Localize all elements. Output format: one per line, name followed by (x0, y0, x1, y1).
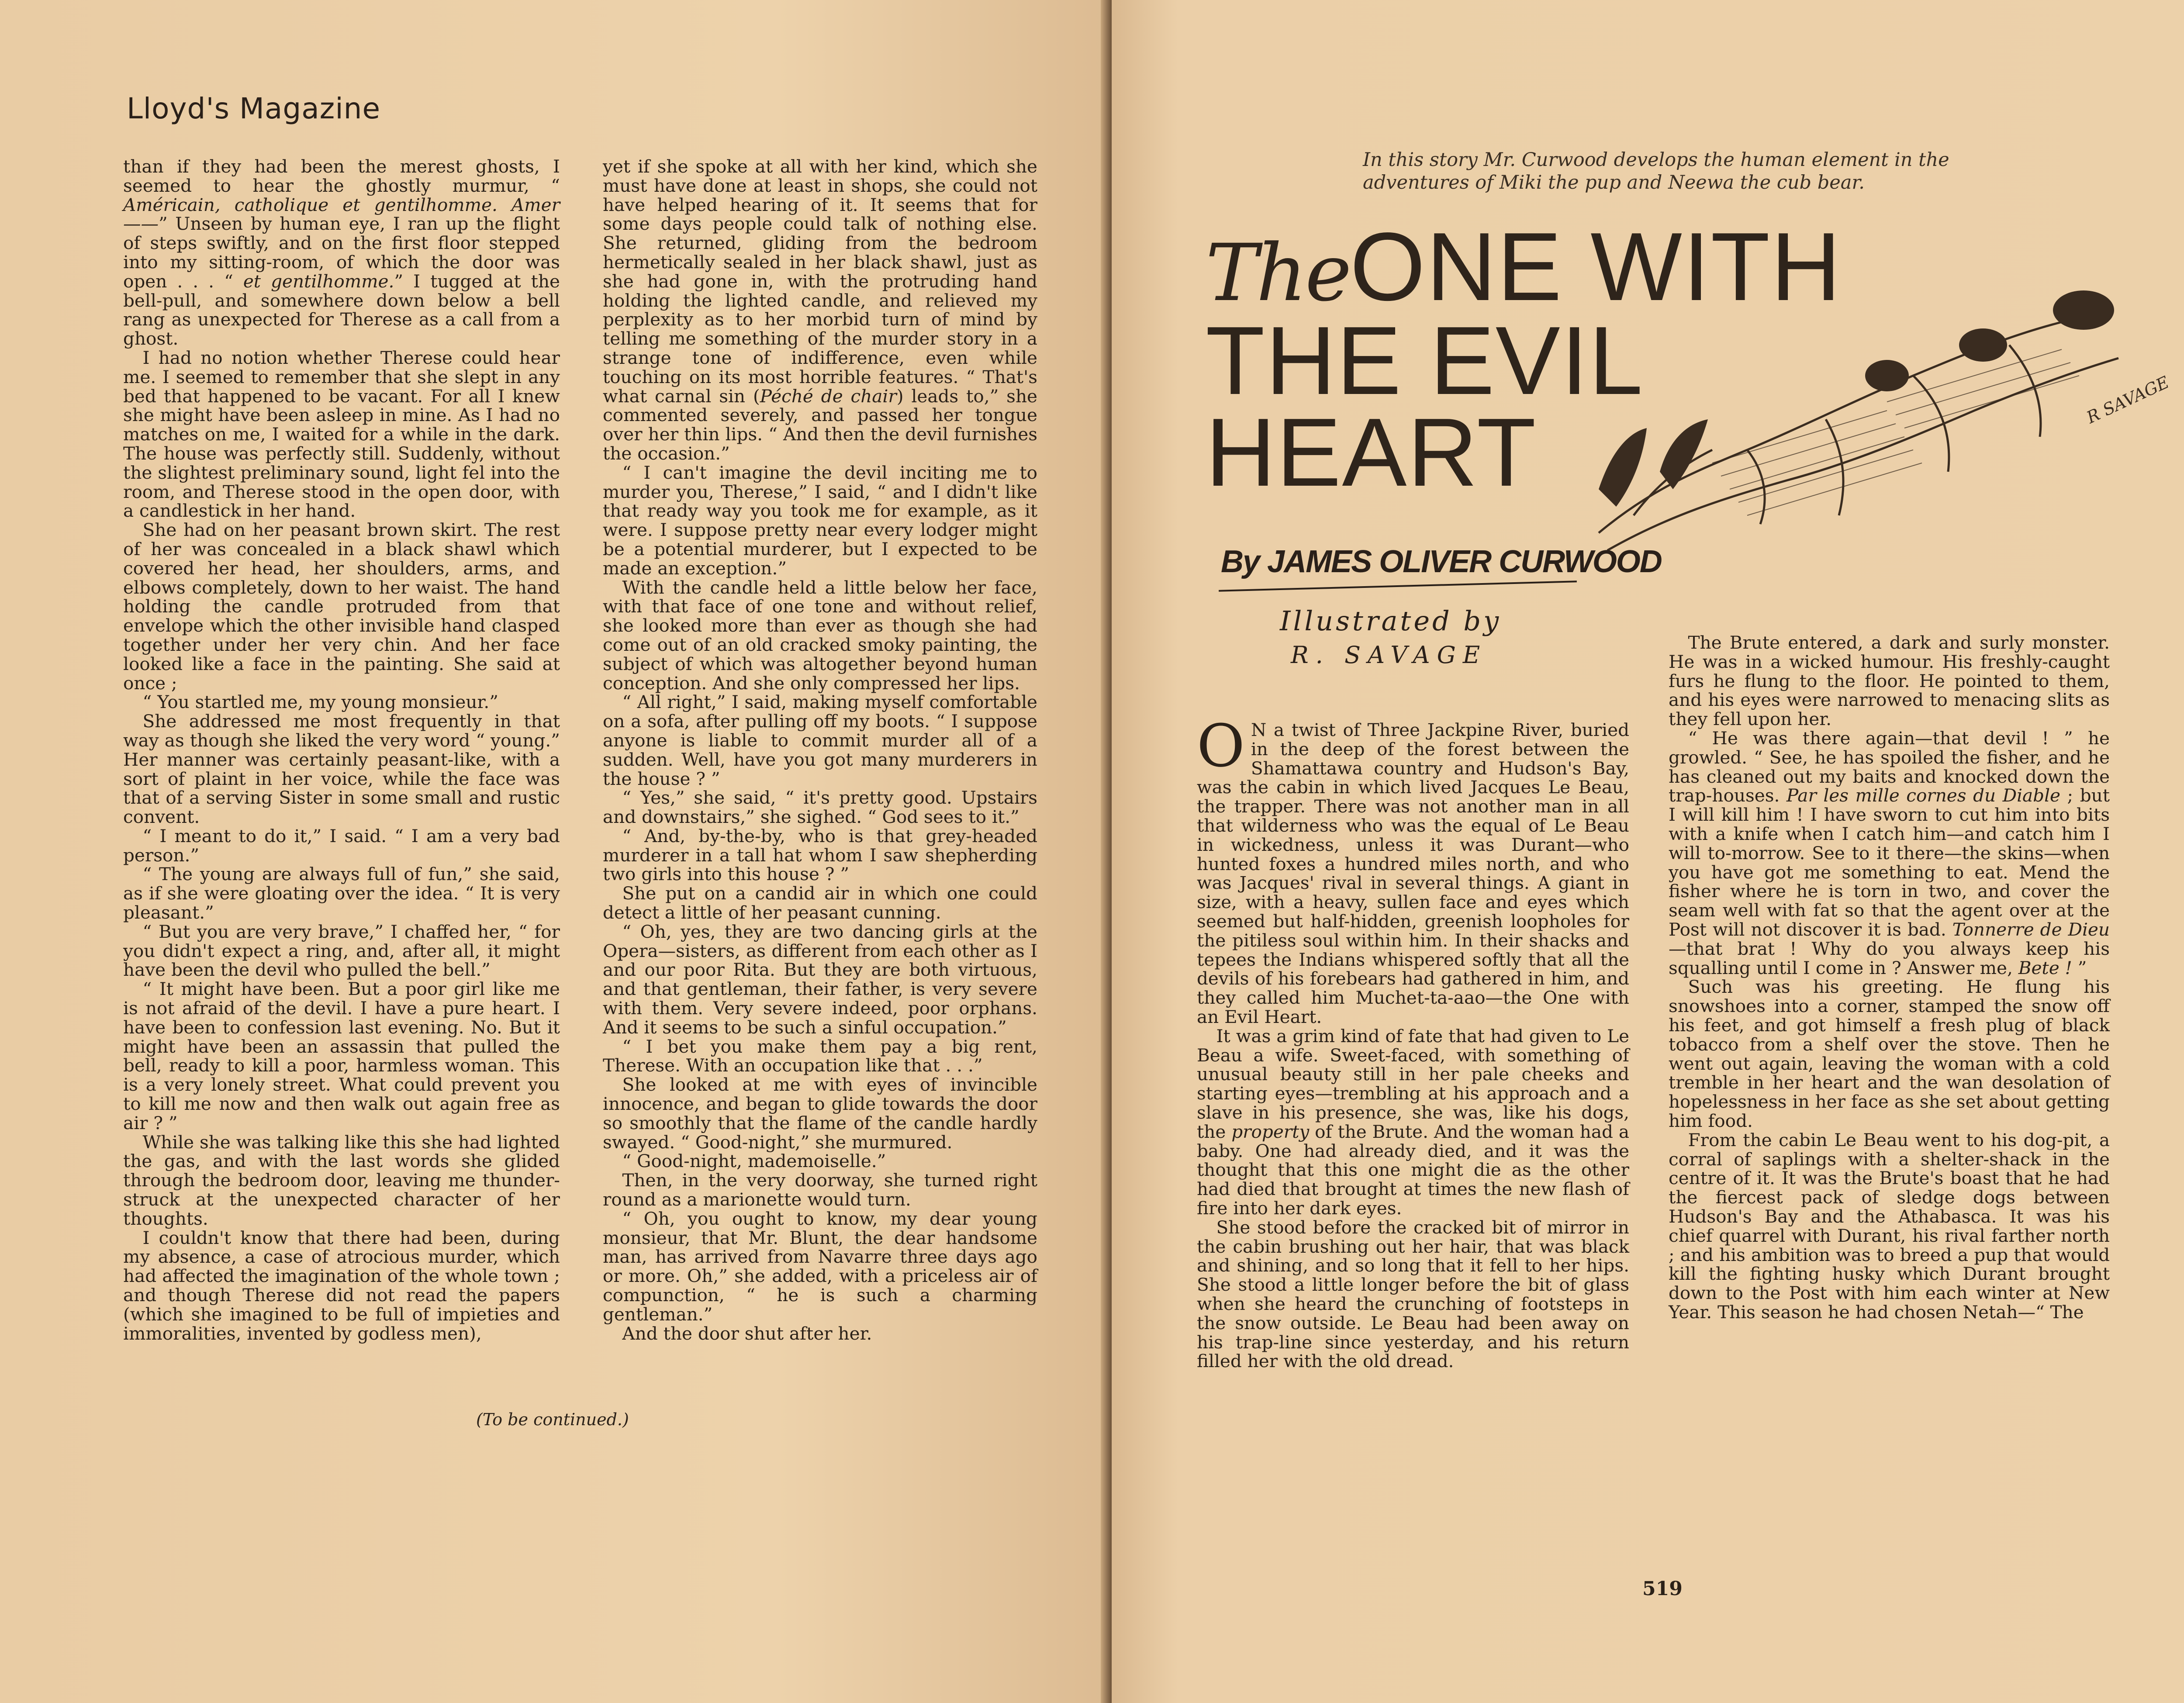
text-run: “ He was there again—that devil ! ” he growled. “ See, he has spoiled the fisher, and he has cleaned out my baits and knocked down the trap-houses. (1669, 727, 2110, 806)
paragraph (1669, 729, 2110, 978)
paragraph (123, 1133, 560, 1229)
italic-run: Bete ! (2018, 957, 2072, 978)
paragraph (603, 463, 1037, 578)
italic-run: Par les mille cornes du Diable (1786, 785, 2061, 806)
paragraph (1669, 978, 2110, 1130)
text-run: ” Unseen by human eye, I ran up the flight of steps swiftly, and on the first floor stepped into my sitting-room, of which the door was open . . . “ (123, 213, 560, 292)
illustration-signature: R SAVAGE (2084, 372, 2172, 428)
text-run: “ Oh, you ought to know, my dear young monsieur, that Mr. Blunt, the dear handsome man, has arrived from Navarre three days ago or more. Oh,” she added, with a priceless air of compunction, “ he is such a charming gentleman.” (603, 1208, 1037, 1325)
byline: By JAMES OLIVER CURWOOD (1221, 544, 1662, 579)
paragraph (1669, 1131, 2110, 1322)
paragraph (603, 1075, 1037, 1152)
title-line-1: ONE WITH (1350, 213, 1842, 321)
text-run: ; but I will kill him ! I have sworn to cut him into bits with a knife when I catch him—and catch him I will to-morrow. See to it there—the skins—when you have got me something to eat. Mend the fisher where he is torn in two, and cover the seam well with fat so that the agent over at the Post will not discover it is bad. (1669, 785, 2110, 940)
italic-run: Péché de chair (760, 385, 897, 407)
left-column-1 (123, 157, 560, 1343)
paragraph (603, 922, 1037, 1037)
paragraph (123, 827, 560, 865)
paragraph (123, 157, 560, 349)
text-run: She looked at me with eyes of invincible innocence, and began to glide towards the door so smoothly that the flame of the candle hardly swayed. “ Good-night,” she murmured. (603, 1074, 1037, 1153)
text-run: Such was his greeting. He flung his snowshoes into a corner, stamped the snow off his feet, and got himself a fresh plug of black tobacco from a shelf over the stove. Then he went out again, leaving the woman with a cold tremble in her heart and the wan desolation of hopelessness in her face as she set about getting him food. (1669, 976, 2110, 1131)
text-run: “ It might have been. But a poor girl like me is not afraid of the devil. I have a pure heart. I have been to confession last evening. No. But it might have been an assassin that pulled the bell, ready to kill a poor, harmless woman. This is a very lonely street. What could prevent you to kill me now and then walk out again free as air ? ” (123, 978, 560, 1133)
illustrator-name: R. SAVAGE (1291, 641, 1487, 669)
right-column-1-text (1197, 712, 1629, 1372)
title-the: The (1206, 228, 1350, 319)
italic-run: et gentilhomme. (243, 270, 394, 292)
paragraph (603, 827, 1037, 884)
paragraph (603, 884, 1037, 922)
paragraph (603, 693, 1037, 788)
paragraph (603, 788, 1037, 827)
italic-run: Tonnerre de Dieu (1952, 919, 2110, 940)
paragraph (123, 349, 560, 521)
paragraph (123, 712, 560, 827)
page-number: 519 (1642, 1578, 1683, 1600)
illustrated-by: Illustrated by (1280, 605, 1502, 637)
story-intro: In this story Mr. Curwood develops the human element in the adventures of Miki the pup and Neewa the cub bear. (1363, 149, 1949, 193)
text-run: “ Yes,” she said, “ it's pretty good. Upstairs and downstairs,” she sighed. “ God sees to it.” (603, 787, 1037, 828)
text-run: than if they had been the merest ghosts, I seemed to hear the ghostly murmur, “ (123, 156, 560, 196)
text-run: The Brute entered, a dark and surly monster. He was in a wicked humour. His freshly-caught furs he flung to the floor. He pointed to them, and his eyes were narrowed to menacing slits as they fell upon her. (1669, 632, 2110, 730)
text-run: —that brat ! Why do you always keep his squalling until I come in ? Answer me, (1669, 938, 2110, 978)
paragraph (603, 1209, 1037, 1324)
text-run: “ But you are very brave,” I chaffed her, “ for you didn't expect a ring, and, after all, it might have been the devil who pulled the bell.” (123, 921, 560, 981)
text-run: She addressed me most frequently in that way as though she liked the very word “ young.” Her manner was certainly peasant-like, with a sort of plaint in her voice, while the face was that of a serving Sister in some small and rustic convent. (123, 711, 560, 828)
text-run: “ I can't imagine the devil inciting me to murder you, Therese,” I said, “ and I didn't like that ready way you took me for example, as it were. I suppose pretty near every lodger might be a potential murderer, but I expected to be made an exception.” (603, 462, 1037, 579)
text-run: I had no notion whether Therese could hear me. I seemed to remember that she slept in any bed that happened to be vacant. For all I knew she might have been asleep in mine. As I had no matches on me, I waited for a while in the dark. The house was perfectly still. Suddenly, without the slightest preliminary sound, light fel into the room, and Therese stood in the open door, with a candlestick in her hand. (123, 347, 560, 522)
paragraph (603, 578, 1037, 693)
text-run: “ You startled me, my young monsieur.” (142, 691, 498, 713)
paragraph (123, 980, 560, 1133)
text-run: With the candle held a little below her face, with that face of one tone and without relief, she looked more than ever as though she had come out of an old cracked smoky painting, the subject of which was altogether beyond human conception. And she only compressed her lips. (603, 577, 1037, 694)
right-column-1 (1197, 712, 1629, 1372)
text-run: of the Brute. And the woman had a baby. One had already died, and it was the thought that this one might die as the other had died that brought at times the new flash of fire into her dark eyes. (1197, 1121, 1629, 1219)
text-run: It was a grim kind of fate that had given to Le Beau a wife. Sweet-faced, with something of unusual beauty still in her pale cheeks and starting eyes—trembling at his approach and a slave in his presence, she was, like his dogs, the (1197, 1025, 1629, 1142)
text-run: “ Good-night, mademoiselle.” (622, 1150, 886, 1172)
paragraph (603, 157, 1037, 463)
text-run: I couldn't know that there had been, during my absence, a case of atrocious murder, which had affected the imagination of the whole town ; and though Therese did not read the papers (which she imagined to be full of impieties and immoralities, invented by godless men), (123, 1227, 560, 1344)
title-line-3: HEART (1206, 398, 1537, 507)
paragraph (123, 1229, 560, 1344)
text-run: “ All right,” I said, making myself comfortable on a sofa, after pulling off my boots. “ I suppose anyone is liable to commit murder all of a sudden. Well, have you got many murderers in the house ? ” (603, 691, 1037, 789)
text-run: “ And, by-the-by, who is that grey-headed murderer in a tall hat whom I saw shepherding two girls into this house ? ” (603, 825, 1037, 885)
text-run: She put on a candid air in which one could detect a little of her peasant cunning. (603, 883, 1037, 923)
paragraph (603, 1324, 1037, 1344)
right-column-2 (1669, 633, 2110, 1322)
paragraph (123, 865, 560, 922)
text-run: “ The young are always full of fun,” she said, as if she were gloating over the idea. “ It is very pleasant.” (123, 864, 560, 923)
paragraph (123, 922, 560, 980)
paragraph (603, 1152, 1037, 1171)
italic-run: property (1231, 1121, 1310, 1142)
text-run: yet if she spoke at all with her kind, which she must have done at least in shops, she could not have helped hearing of it. It seems that for some days people could talk of nothing else. She returned, gliding from the bedroom hermetically sealed in her black shawl, just as she had gone in, with the protruding hand holding the lighted candle, and relieved my perplexity as to her morbid turn of mind by telling me something of the murder story in a strange tone of indifference, even while touching on its most horrible features. “ That's what carnal sin ( (603, 156, 1037, 407)
paragraph (1197, 712, 1629, 1027)
running-head: Lloyd's Magazine (127, 92, 381, 125)
text-run: ” I tugged at the bell-pull, and somewhere down below a bell rang as unexpected for Therese as a call from a ghost. (123, 270, 560, 349)
text-run: “ I bet you make them pay a big rent, Therese. With an occupation like that . . .” (603, 1036, 1037, 1076)
paragraph (123, 693, 560, 712)
paragraph (1197, 1218, 1629, 1371)
title-line-2: THE EVIL (1206, 307, 1644, 415)
text-run: She had on her peasant brown skirt. The rest of her was concealed in a black shawl which covered her head, her shoulders, arms, and elbows completely, down to her waist. The hand holding the candle protruded from that envelope which the other invisible hand clasped together under her very chin. And her face looked like a face in the painting. She said at once ; (123, 519, 560, 694)
text-run: “ I meant to do it,” I said. “ I am a very bad person.” (123, 825, 560, 866)
text-run: “ Oh, yes, they are two dancing girls at the Opera—sisters, as different from each other as I and our poor Rita. But they are both virtuous, and that gentleman, their father, is very severe with them. Very severe indeed, poor orphans. And it seems to be such a sinful occupation.” (603, 921, 1037, 1038)
text-run: And the door shut after her. (622, 1323, 872, 1344)
text-run: ” (2072, 957, 2087, 978)
text-run: While she was talking like this she had lighted the gas, and with the last words she glided through the bedroom door, leaving me thunder-struck at the unexpected character of her thoughts. (123, 1131, 560, 1229)
text-run: N a twist of Three Jackpine River, buried in the deep of the forest between the Shamattawa country and Hudson's Bay, was the cabin in which lived Jacques Le Beau, the trapper. There was not another man in all that wilderness who was the equal of Le Beau in wickedness, unless it was Durant—who hunted foxes a hundred miles north, and who was Jacques' rival in several things. A giant in size, with a heavy, sullen face and eyes which seemed but half-hidden, greenish loopholes for the pitiless soul within him. In their shacks and tepees the Indians whispered softly that all the devils of his forebears had gathered in him, and they called him Muchet-ta-aao—the One with an Evil Heart. (1197, 719, 1629, 1027)
to-be-continued: (To be continued.) (476, 1410, 629, 1429)
text-run: ) leads to,” she commented severely, and passed her tongue over her thin lips. “ And then the devil furnishes the occasion.” (603, 385, 1037, 464)
paragraph (603, 1037, 1037, 1076)
text-run: From the cabin Le Beau went to his dog-pit, a corral of saplings with a shelter-shack in the centre of it. It was the Brute's boast that he had the fiercest pack of sledge dogs between Hudson's Bay and the Athabasca. It was his chief quarrel with Durant, his rival farther north ; and his ambition was to breed a pup that would kill the fighting husky which Durant brought down to the Post with him each winter at New Year. This season he had chosen Netah—“ The (1669, 1129, 2110, 1323)
paragraph (603, 1171, 1037, 1209)
paragraph (123, 521, 560, 693)
paragraph (1669, 633, 2110, 729)
drop-cap: O (1197, 712, 1245, 780)
sleeping-figures-illustration (1581, 245, 2172, 577)
italic-run: Américain, catholique et gentilhomme. Amer—— (123, 194, 560, 235)
left-column-2 (603, 157, 1037, 1343)
paragraph (1197, 1027, 1629, 1218)
text-run: Then, in the very doorway, she turned right round as a marionette would turn. (603, 1170, 1037, 1210)
text-run: She stood before the cracked bit of mirror in the cabin brushing out her hair, that was black and shining, and so long that it fell to her hips. She stood a little longer before the bit of glass when she heard the crunching of footsteps in the snow outside. Le Beau had been away on his trap-line since yesterday, and his return filled her with the old dread. (1197, 1216, 1629, 1372)
